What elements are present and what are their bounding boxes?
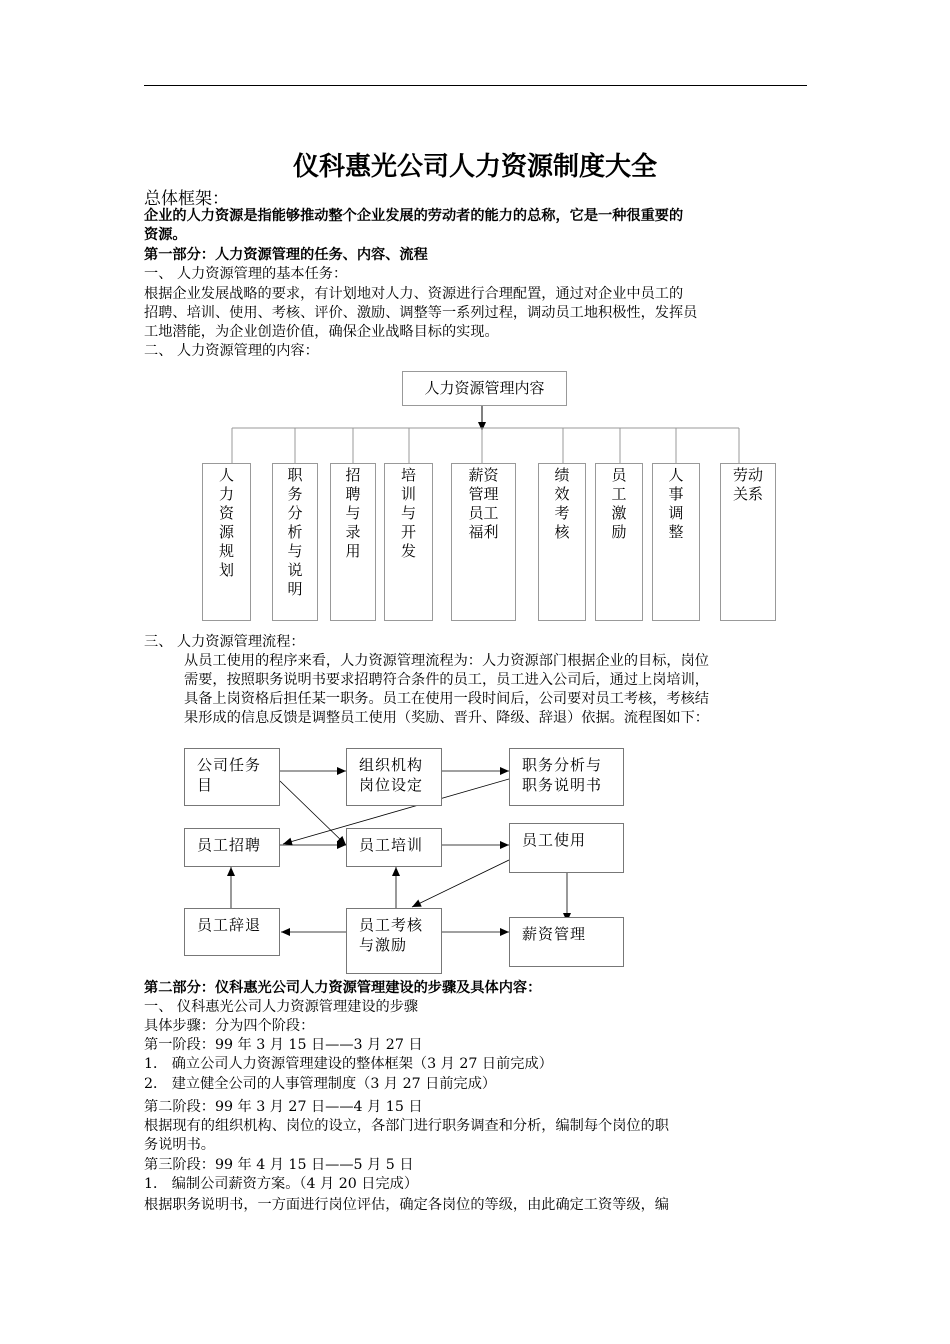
content-item-label: 绩效考核: [554, 466, 570, 541]
part2-line: 1． 编制公司薪资方案。（4 月 20 日完成）: [144, 1176, 419, 1192]
flow-box-company-goal: [184, 748, 280, 806]
content-item-label: 招聘与录用: [345, 466, 361, 560]
content-item-label: 薪资管理员工福利: [468, 466, 499, 541]
flow-box-recruit: [184, 828, 280, 867]
content-item-label: 劳动关系: [732, 466, 763, 503]
flow-label: 员工辞退: [197, 916, 262, 934]
part2-line: 根据职务说明书，一方面进行岗位评估，确定各岗位的等级，由此确定工资等级，编: [144, 1197, 669, 1213]
flow-box-usage: [509, 823, 624, 873]
content-item-label: 职务分析与说明: [287, 466, 303, 598]
part2-line: 第三阶段：99 年 4 月 15 日——5 月 5 日: [144, 1157, 414, 1173]
section2-heading: 二、 人力资源管理的内容：: [144, 343, 319, 359]
part2-line: 根据现有的组织机构、岗位的设立，各部门进行职务调查和分析，编制每个岗位的职: [144, 1118, 669, 1134]
part2-line: 2． 建立健全公司的人事管理制度（3 月 27 日前完成）: [144, 1076, 497, 1092]
content-root-box: 人力资源管理内容: [402, 371, 567, 406]
flow-label: 员工培训: [359, 836, 424, 854]
part2-heading: 第二部分：仪科惠光公司人力资源管理建设的步骤及具体内容：: [144, 980, 542, 996]
part2-line: 一、 仪科惠光公司人力资源管理建设的步骤: [144, 999, 419, 1015]
flow-label: 岗位设定: [359, 776, 424, 794]
section1-line: 根据企业发展战略的要求，有计划地对人力、资源进行合理配置，通过对企业中员工的: [144, 286, 684, 302]
page-title: 仪科惠光公司人力资源制度大全: [292, 152, 657, 182]
content-item-label: 人力资源规划: [218, 466, 234, 579]
flow-label: 员工使用: [522, 831, 587, 849]
flow-box-dismiss: [184, 908, 280, 956]
content-item-label: 员工激励: [611, 466, 627, 541]
flow-box-salary: [509, 917, 624, 967]
section3-line: 需要，按照职务说明书要求招聘符合条件的员工，员工进入公司后，通过上岗培训，: [184, 672, 709, 688]
flow-label: 与激励: [359, 936, 408, 954]
framework-heading: 总体框架：: [144, 189, 229, 209]
intro-line: 资源。: [144, 227, 187, 243]
flow-label: 公司任务: [197, 756, 262, 774]
flow-label: 职务分析与: [522, 756, 603, 774]
section3-line: 从员工使用的程序来看，人力资源管理流程为：人力资源部门根据企业的目标，岗位: [184, 653, 709, 669]
flow-label: 员工招聘: [197, 836, 262, 854]
section3-heading: 三、 人力资源管理流程：: [144, 634, 305, 650]
content-item-label: 培训与开发: [400, 466, 416, 560]
flow-box-org-structure: [346, 748, 442, 806]
section3-line: 具备上岗资格后担任某一职务。员工在使用一段时间后，公司要对员工考核，考核结: [184, 691, 709, 707]
flow-box-job-analysis: [509, 748, 624, 806]
flow-label: 薪资管理: [522, 925, 587, 943]
section3-line: 果形成的信息反馈是调整员工使用（奖励、晋升、降级、辞退）依据。流程图如下：: [184, 710, 709, 726]
section1-line: 工地潜能，为企业创造价值，确保企业战略目标的实现。: [144, 324, 499, 340]
flow-label: 职务说明书: [522, 776, 603, 794]
part2-line: 1． 确立公司人力资源管理建设的整体框架（3 月 27 日前完成）: [144, 1056, 553, 1072]
flow-box-assessment: [346, 908, 442, 974]
intro-line: 企业的人力资源是指能够推动整个企业发展的劳动者的能力的总称，它是一种很重要的: [144, 208, 684, 224]
part2-line: 第二阶段：99 年 3 月 27 日——4 月 15 日: [144, 1099, 423, 1115]
part2-line: 具体步骤：分为四个阶段：: [144, 1018, 315, 1034]
section1-line: 招聘、培训、使用、考核、评价、激励、调整等一系列过程，调动员工地积极性，发挥员: [144, 305, 698, 321]
flow-label: 员工考核: [359, 916, 424, 934]
part2-line: 第一阶段：99 年 3 月 15 日——3 月 27 日: [144, 1037, 423, 1053]
flow-box-training: [346, 828, 442, 867]
part2-line: 务说明书。: [144, 1137, 215, 1153]
flow-label: 组织机构: [359, 756, 424, 774]
part1-heading: 第一部分：人力资源管理的任务、内容、流程: [144, 247, 428, 263]
section1-heading: 一、 人力资源管理的基本任务：: [144, 266, 348, 282]
flow-label: 目: [197, 776, 214, 794]
content-item-label: 人事调整: [668, 466, 684, 541]
